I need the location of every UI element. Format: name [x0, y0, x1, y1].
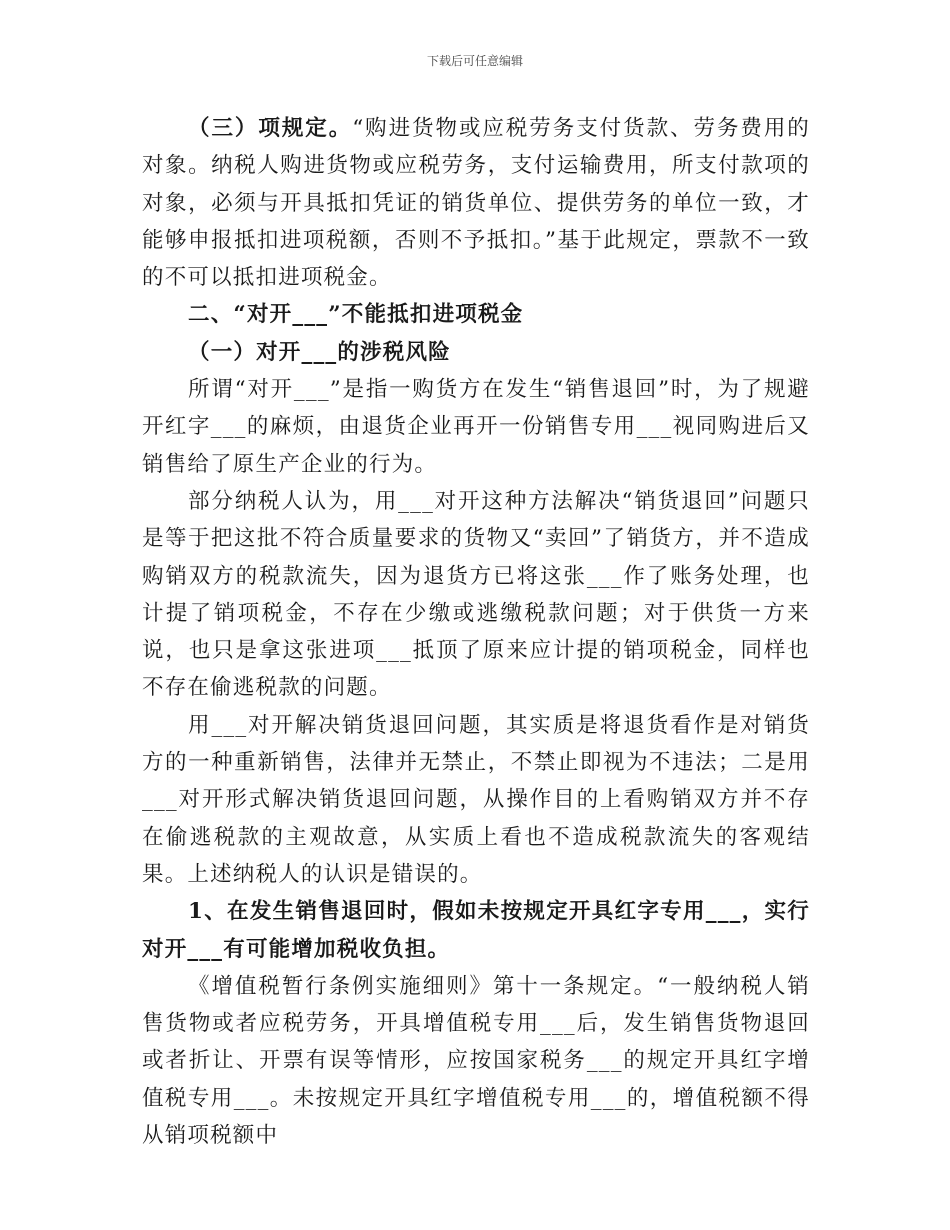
section-heading-2 [142, 296, 810, 333]
document-body [142, 110, 810, 1154]
section-title: 二、“对开___”不能抵扣进项税金 [188, 302, 524, 328]
page-header: 下载后可任意编辑 [426, 54, 523, 68]
paragraph-heading: （三）项规定。 [188, 116, 353, 141]
paragraph-text: 《增值税暂行条例实施细则》第十一条规定。“一般纳税人销售货物或者应税劳务，开具增值税专用___后，发生销售货物退回或者折让、开票有误等情形，应按国家税务___的规定开具红字增值税专用___。未按规定开具红字增值税专用___的，增值税额不得从销项税额中 [142, 973, 810, 1149]
point-heading-1 [142, 893, 810, 968]
paragraph-definition [142, 371, 810, 483]
paragraph-text: 所谓“对开___”是指一购货方在发生“销售退回”时，为了规避开红字___的麻烦，由退货企业再开一份销售专用___视同购进后又销售给了原生产企业的行为。 [142, 377, 810, 477]
paragraph-text: 用___对开解决销货退回问题，其实质是将退货看作是对销货方的一种重新销售，法律并无禁止，不禁止即视为不违法；二是用___对开形式解决销货退回问题，从操作目的上看购销双方并不存在偷逃税款的主观故意，从实质上看也不造成税款流失的客观结果。上述纳税人的认识是错误的。 [142, 712, 810, 887]
subsection-heading-1 [142, 334, 810, 371]
paragraph-text: “购进货物或应税劳务支付货款、劳务费用的对象。纳税人购进货物或应税劳务，支付运输费用，所支付款项的对象，必须与开具抵扣凭证的销货单位、提供劳务的单位一致，才能够申报抵扣进项税额，否则不予抵扣。”基于此规定，票款不一致的不可以抵扣进项税金。 [142, 116, 810, 291]
paragraph-item-rule [142, 110, 810, 296]
point-title: 1、在发生销售退回时，假如未按规定开具红字专用___，实行对开___有可能增加税收负担。 [142, 899, 810, 962]
paragraph-analysis [142, 707, 810, 893]
paragraph-text: 部分纳税人认为，用___对开这种方法解决“销货退回”问题只是等于把这批不符合质量要求的货物又“卖回”了销货方，并不造成购销双方的税款流失，因为退货方已将这张___作了账务处理，也计提了销项税金，不存在少缴或逃缴税款问题；对于供货一方来说，也只是拿这张进项___抵顶了原来应计提的销项税金，同样也不存在偷逃税款的问题。 [142, 488, 810, 701]
paragraph-taxpayer-view [142, 483, 810, 707]
paragraph-regulation [142, 968, 810, 1154]
subsection-title: （一）对开___的涉税风险 [188, 339, 451, 365]
